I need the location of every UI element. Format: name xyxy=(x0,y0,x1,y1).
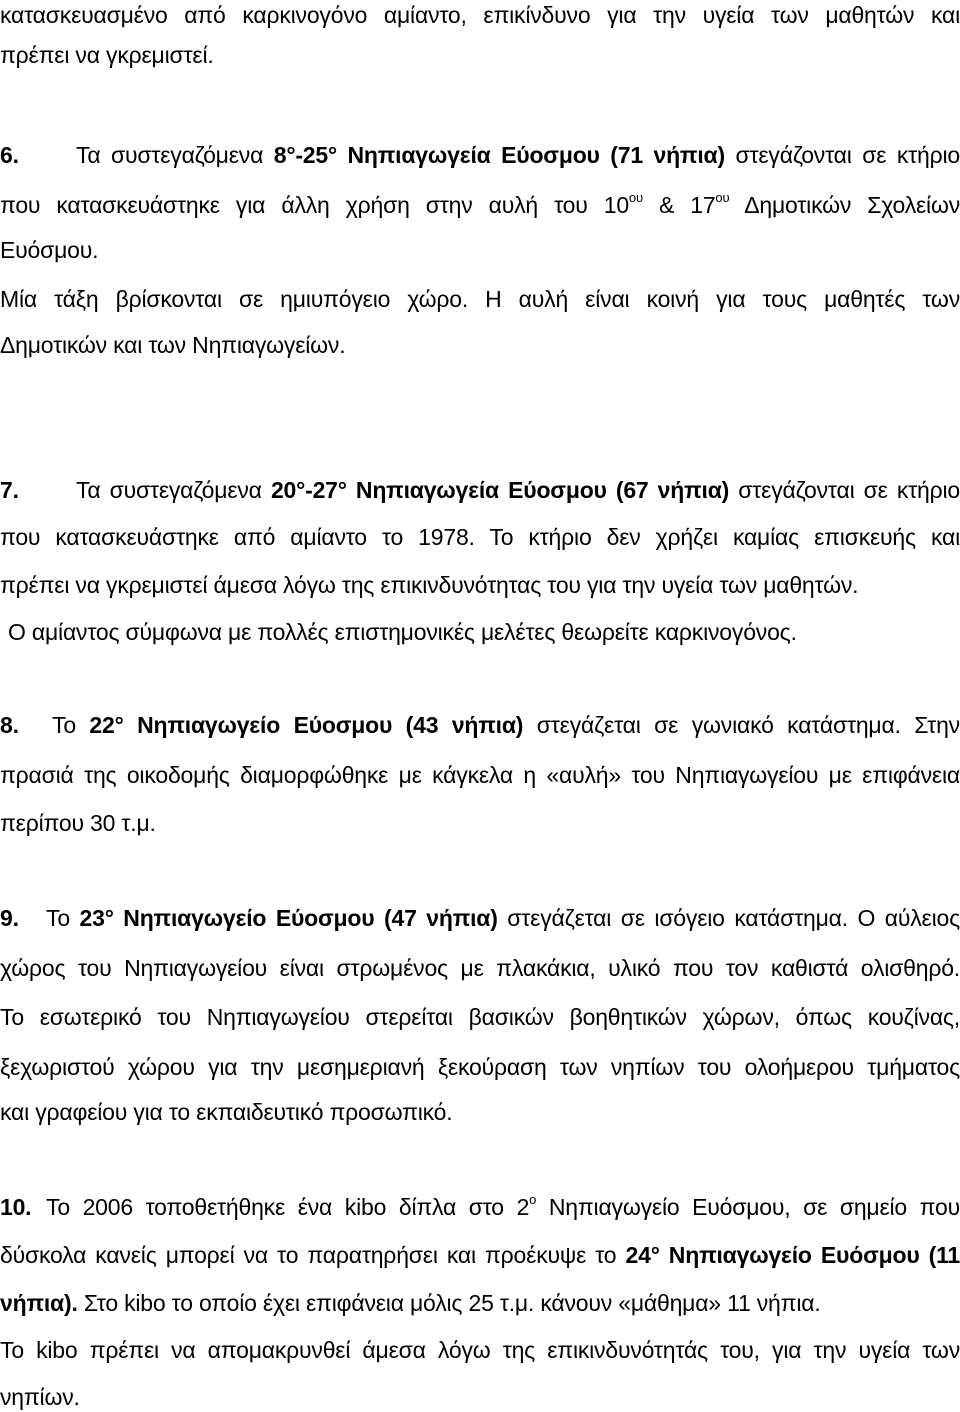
paragraph-line: που κατασκευάστηκε από αμίαντο το 1978. Το κτήριο δεν χρήζει καμίας επισκευής και xyxy=(0,524,960,550)
item-number: 7. xyxy=(0,477,19,503)
paragraph-line: που κατασκευάστηκε για άλλη χρήση στην αυλή του $10^{o\upsilon}$ & $17^{o\upsilon}$ Δημοτικών Σχολείων xyxy=(0,190,960,218)
paragraph-line: χώρος του Νηπιαγωγείου είναι στρωμένος με πλακάκια, υλικό που τον καθιστά ολισθηρό. xyxy=(0,955,960,981)
paragraph-line: ξεχωριστού χώρου για την μεσημεριανή ξεκούραση των νηπίων του ολοήμερου τμήματος xyxy=(0,1054,960,1080)
paragraph-line: κατασκευασμένο από καρκινογόνο αμίαντο, επικίνδυνο για την υγεία των μαθητών και xyxy=(0,2,960,28)
paragraph-line: Ο αμίαντος σύμφωνα με πολλές επιστημονικές μελέτες θεωρείτε καρκινογόνος. xyxy=(8,619,797,645)
item-number: 10. xyxy=(0,1194,32,1220)
list-item-10: 10. Το 2006 τοποθετήθηκε ένα kibo δίπλα στο $2^o$ Νηπιαγωγείο Ευόσμου, σε σημείο που xyxy=(0,1192,960,1220)
paragraph-line: Μία τάξη βρίσκονται σε ημιυπόγειο χώρο. Η αυλή είναι κοινή για τους μαθητές των xyxy=(0,286,960,312)
item-number: 8. xyxy=(0,712,19,738)
paragraph-line: νήπια). Στο kibo το οποίο έχει επιφάνεια μόλις 25 τ.μ. κάνουν «μάθημα» 11 νήπια. xyxy=(0,1290,821,1316)
paragraph-line: νηπίων. xyxy=(0,1384,80,1410)
paragraph-line: πρέπει να γκρεμιστεί. xyxy=(0,42,214,68)
list-item-7: 7. Τα συστεγαζόμενα 20°-27° Νηπιαγωγεία Εύοσμου (67 νήπια) στεγάζονται σε κτήριο xyxy=(0,477,960,503)
paragraph-line: Το kibo πρέπει να απομακρυνθεί άμεσα λόγω της επικινδυνότητάς του, για την υγεία των xyxy=(0,1337,960,1363)
list-item-6: 6. Τα συστεγαζόμενα 8°-25° Νηπιαγωγεία Εύοσμου (71 νήπια) στεγάζονται σε κτήριο xyxy=(0,142,960,168)
paragraph-line: πρέπει να γκρεμιστεί άμεσα λόγω της επικινδυνότητας του για την υγεία των μαθητών. xyxy=(0,572,859,598)
paragraph-line: Ευόσμου. xyxy=(0,237,99,263)
list-item-8: 8. Το 22° Νηπιαγωγείο Εύοσμου (43 νήπια) στεγάζεται σε γωνιακό κατάστημα. Στην xyxy=(0,712,960,738)
paragraph-line: δύσκολα κανείς μπορεί να το παρατηρήσει και προέκυψε το 24° Νηπιαγωγείο Ευόσμου (11 xyxy=(0,1242,960,1268)
paragraph-line: πρασιά της οικοδομής διαμορφώθηκε με κάγκελα η «αυλή» του Νηπιαγωγείου με επιφάνεια xyxy=(0,762,960,788)
paragraph-line: και γραφείου για το εκπαιδευτικό προσωπικό. xyxy=(0,1099,453,1125)
list-item-9: 9. Το 23° Νηπιαγωγείο Εύοσμου (47 νήπια) στεγάζεται σε ισόγειο κατάστημα. Ο αύλειος xyxy=(0,905,960,931)
paragraph-line: Δημοτικών και των Νηπιαγωγείων. xyxy=(0,332,346,358)
item-number: 6. xyxy=(0,142,19,168)
paragraph-line: περίπου 30 τ.μ. xyxy=(0,810,156,836)
paragraph-line: Το εσωτερικό του Νηπιαγωγείου στερείται βασικών βοηθητικών χώρων, όπως κουζίνας, xyxy=(0,1004,960,1030)
item-number: 9. xyxy=(0,905,19,931)
